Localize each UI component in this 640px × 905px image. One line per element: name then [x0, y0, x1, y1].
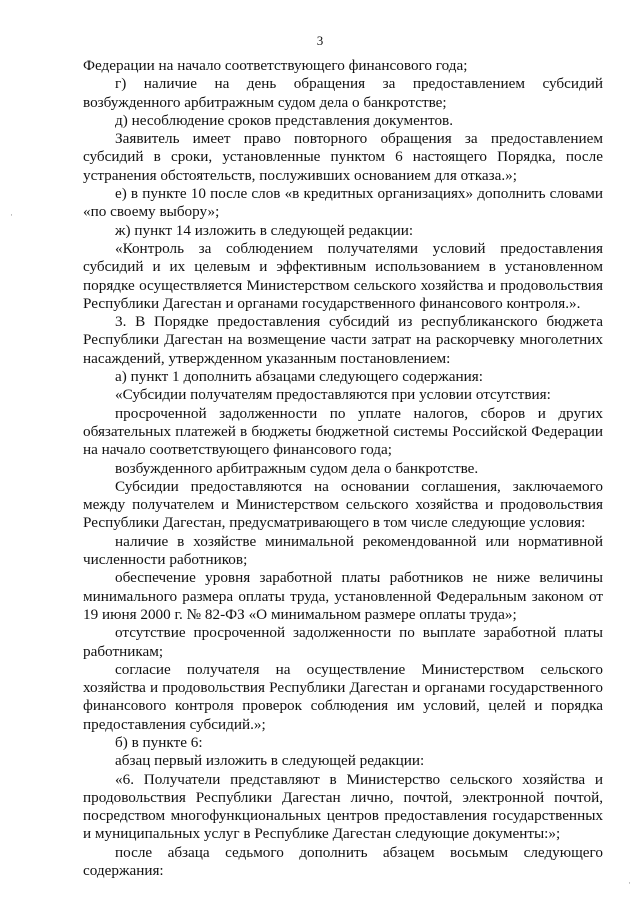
text-line: и муниципальных услуг в Республике Дагестан следующие документы:»; [83, 825, 561, 843]
text-line: возбужденного арбитражным судом дела о банкротстве; [83, 93, 447, 111]
text-line: обязательных платежей в бюджеты бюджетной системы Российской Федерации [83, 422, 603, 440]
text-line: «по своему выбору»; [83, 203, 220, 221]
text-line: просроченной задолженности по уплате налогов, сборов и других [115, 404, 603, 422]
text-line: Федерации на начало соответствующего финансового года; [83, 57, 468, 74]
text-line: устранения обстоятельств, послуживших основанием для отказа.»; [83, 166, 517, 184]
text-line: работникам; [83, 642, 164, 660]
text-line: «Субсидии получателям предоставляются при условии отсутствия: [115, 386, 551, 404]
text-line: Республики Дагестан и органами государственного финансового контроля.». [83, 294, 581, 312]
text-line: а) пункт 1 дополнить абзацами следующего содержания: [115, 368, 483, 386]
scan-mark: · [628, 878, 631, 888]
text-line: на начало соответствующего финансового года; [83, 441, 392, 459]
text-line: ж) пункт 14 изложить в следующей редакции: [115, 221, 414, 239]
text-line: Заявитель имеет право повторного обращения за предоставлением [115, 130, 603, 148]
text-line: возбужденного арбитражным судом дела о банкротстве. [115, 459, 479, 477]
page-number: 3 [316, 33, 324, 48]
text-line: порядке осуществляется Министерством сельского хозяйства и продовольствия [83, 276, 603, 294]
document-body [83, 57, 603, 880]
text-line: б) в пункте 6: [115, 733, 203, 751]
text-line: между получателем и Министерством сельского хозяйства и продовольствия [83, 496, 603, 514]
text-line: финансового контроля проверок соблюдения им условий, целей и порядка [83, 697, 603, 715]
text-line: е) в пункте 10 после слов «в кредитных организациях» дополнить словами [115, 185, 603, 203]
text-line: д) несоблюдение сроков представления документов. [115, 111, 454, 129]
text-line: «Контроль за соблюдением получателями условий предоставления [115, 239, 603, 257]
text-line: 19 июня 2000 г. № 82-ФЗ «О минимальном размере оплаты труда»; [83, 605, 517, 623]
text-line: обеспечение уровня заработной платы работников не ниже величины [115, 569, 603, 587]
text-line: 3. В Порядке предоставления субсидий из республиканского бюджета [115, 313, 603, 331]
text-line: г) наличие на день обращения за предоставлением субсидий [115, 75, 603, 93]
text-line: абзац первый изложить в следующей редакции: [115, 752, 425, 770]
text-line: хозяйства и продовольствия Республики Дагестан и органами государственного [83, 679, 603, 697]
text-line: Республики Дагестан на возмещение части затрат на раскорчевку многолетних [83, 331, 603, 349]
text-line: минимального размера оплаты труда, установленной Федеральным законом от [83, 587, 603, 605]
text-line: численности работников; [83, 551, 248, 569]
text-line: «6. Получатели представляют в Министерство сельского хозяйства и [115, 770, 603, 788]
text-line: после абзаца седьмого дополнить абзацем восьмым следующего [115, 843, 603, 861]
text-line: содержания: [83, 862, 164, 880]
text-line: Субсидии предоставляются на основании соглашения, заключаемого [115, 477, 603, 495]
text-line: субсидий и их целевым и эффективным использованием в установленном [83, 258, 603, 276]
text-line: Республики Дагестан, предусматривающего в том числе следующие условия: [83, 514, 586, 532]
text-line: продовольствия Республики Дагестан лично, почтой, электронной почтой, [83, 788, 603, 806]
text-line: отсутствие просроченной задолженности по выплате заработной платы [115, 624, 603, 642]
text-line: насаждений, утвержденном указанным постановлением: [83, 349, 451, 367]
text-line: наличие в хозяйстве минимальной рекомендованной или нормативной [115, 532, 603, 550]
text-line: субсидий в сроки, установленные пунктом 6 настоящего Порядка, после [83, 148, 603, 166]
text-line: предоставления субсидий.»; [83, 715, 266, 733]
text-line: согласие получателя на осуществление Министерством сельского [115, 660, 603, 678]
text-line: посредством многофункциональных центров предоставления государственных [83, 807, 603, 825]
scan-mark: · [10, 210, 13, 220]
